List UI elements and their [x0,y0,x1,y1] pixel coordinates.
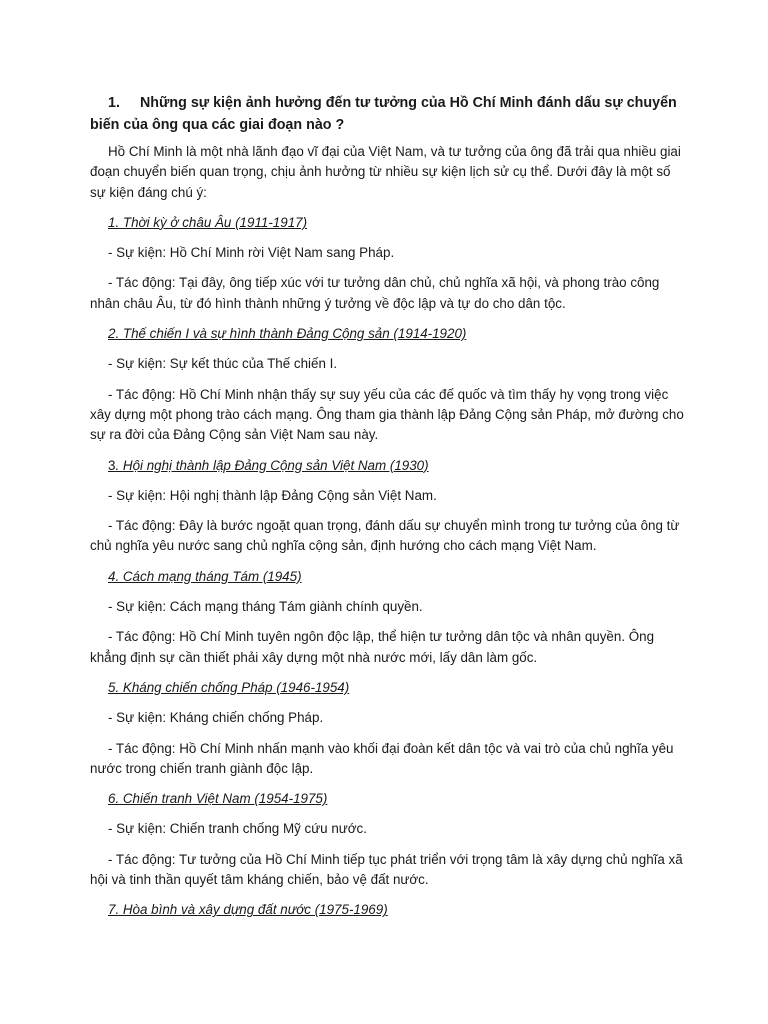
heading-text: Những sự kiện ảnh hưởng đến tư tưởng của Hồ Chí Minh đánh dấu sự chuyển biến của ông qua các giai đoạn nào ? [90,95,677,133]
section-event-6: - Sự kiện: Chiến tranh chống Mỹ cứu nước. [108,821,367,837]
section-title-7: 7. Hòa bình và xây dựng đất nước (1975-1969) [108,902,388,918]
section-impact-4: - Tác động: Hồ Chí Minh tuyên ngôn độc lập, thể hiện tư tưởng dân tộc và nhân quyền. Ông khẳng định sự cần thiết phải xây dựng một nhà nước mới, lấy dân làm gốc. [90,629,655,665]
section-title-3 [90,456,686,476]
document-page [90,92,686,931]
section-event-2: - Sự kiện: Sự kết thúc của Thế chiến I. [108,356,338,372]
section-event-3: - Sự kiện: Hội nghị thành lập Đảng Cộng sản Việt Nam. [108,487,437,503]
section-impact-3: - Tác động: Đây là bước ngoặt quan trọng, đánh dấu sự chuyển mình trong tư tưởng của ông từ chủ nghĩa yêu nước sang chủ nghĩa cộng sản, định hướng cho cách mạng Việt Nam. [90,518,680,554]
heading-number: 1. [108,95,120,111]
section-impact-5: - Tác động: Hồ Chí Minh nhấn mạnh vào khối đại đoàn kết dân tộc và vai trò của chủ nghĩa yêu nước trong chiến tranh giành độc lập. [90,740,674,776]
question-heading [90,92,686,136]
section-title-4: 4. Cách mạng tháng Tám (1945) [108,568,302,584]
section-impact-2: - Tác động: Hồ Chí Minh nhận thấy sự suy yếu của các đế quốc và tìm thấy hy vọng trong việc xây dựng một phong trào cách mạng. Ông tham gia thành lập Đảng Cộng sản Pháp, mở đường cho sự ra đời của Đảng Cộng sản Việt Nam sau này. [90,386,684,443]
section-event-5: - Sự kiện: Kháng chiến chống Pháp. [108,710,324,726]
section-title-5: 5. Kháng chiến chống Pháp (1946-1954) [108,679,350,695]
section-title-3-text: . Hội nghị thành lập Đảng Cộng sản Việt Nam (1930) [115,457,429,473]
section-event-1: - Sự kiện: Hồ Chí Minh rời Việt Nam sang Pháp. [108,245,395,261]
section-title-3-prefix: 3 [108,457,116,473]
intro-paragraph: Hồ Chí Minh là một nhà lãnh đạo vĩ đại của Việt Nam, và tư tưởng của ông đã trải qua nhiều giai đoạn chuyển biến quan trọng, chịu ảnh hưởng từ nhiều sự kiện lịch sử cụ thể. Dưới đây là một số sự kiện đáng chú ý: [90,144,681,200]
section-title-2: 2. Thế chiến I và sự hình thành Đảng Cộng sản (1914-1920) [108,326,467,342]
section-title-6: 6. Chiến tranh Việt Nam (1954-1975) [108,791,328,807]
section-event-4: - Sự kiện: Cách mạng tháng Tám giành chính quyền. [108,599,423,615]
section-impact-6: - Tác động: Tư tưởng của Hồ Chí Minh tiếp tục phát triển với trọng tâm là xây dựng chủ nghĩa xã hội và tinh thần quyết tâm kháng chiến, bảo vệ đất nước. [90,851,683,888]
section-impact-1: - Tác động: Tại đây, ông tiếp xúc với tư tưởng dân chủ, chủ nghĩa xã hội, và phong trào công nhân châu Âu, từ đó hình thành những ý tưởng về độc lập và tự do cho dân tộc. [90,275,660,311]
section-title-1: 1. Thời kỳ ở châu Âu (1911-1917) [108,214,308,230]
